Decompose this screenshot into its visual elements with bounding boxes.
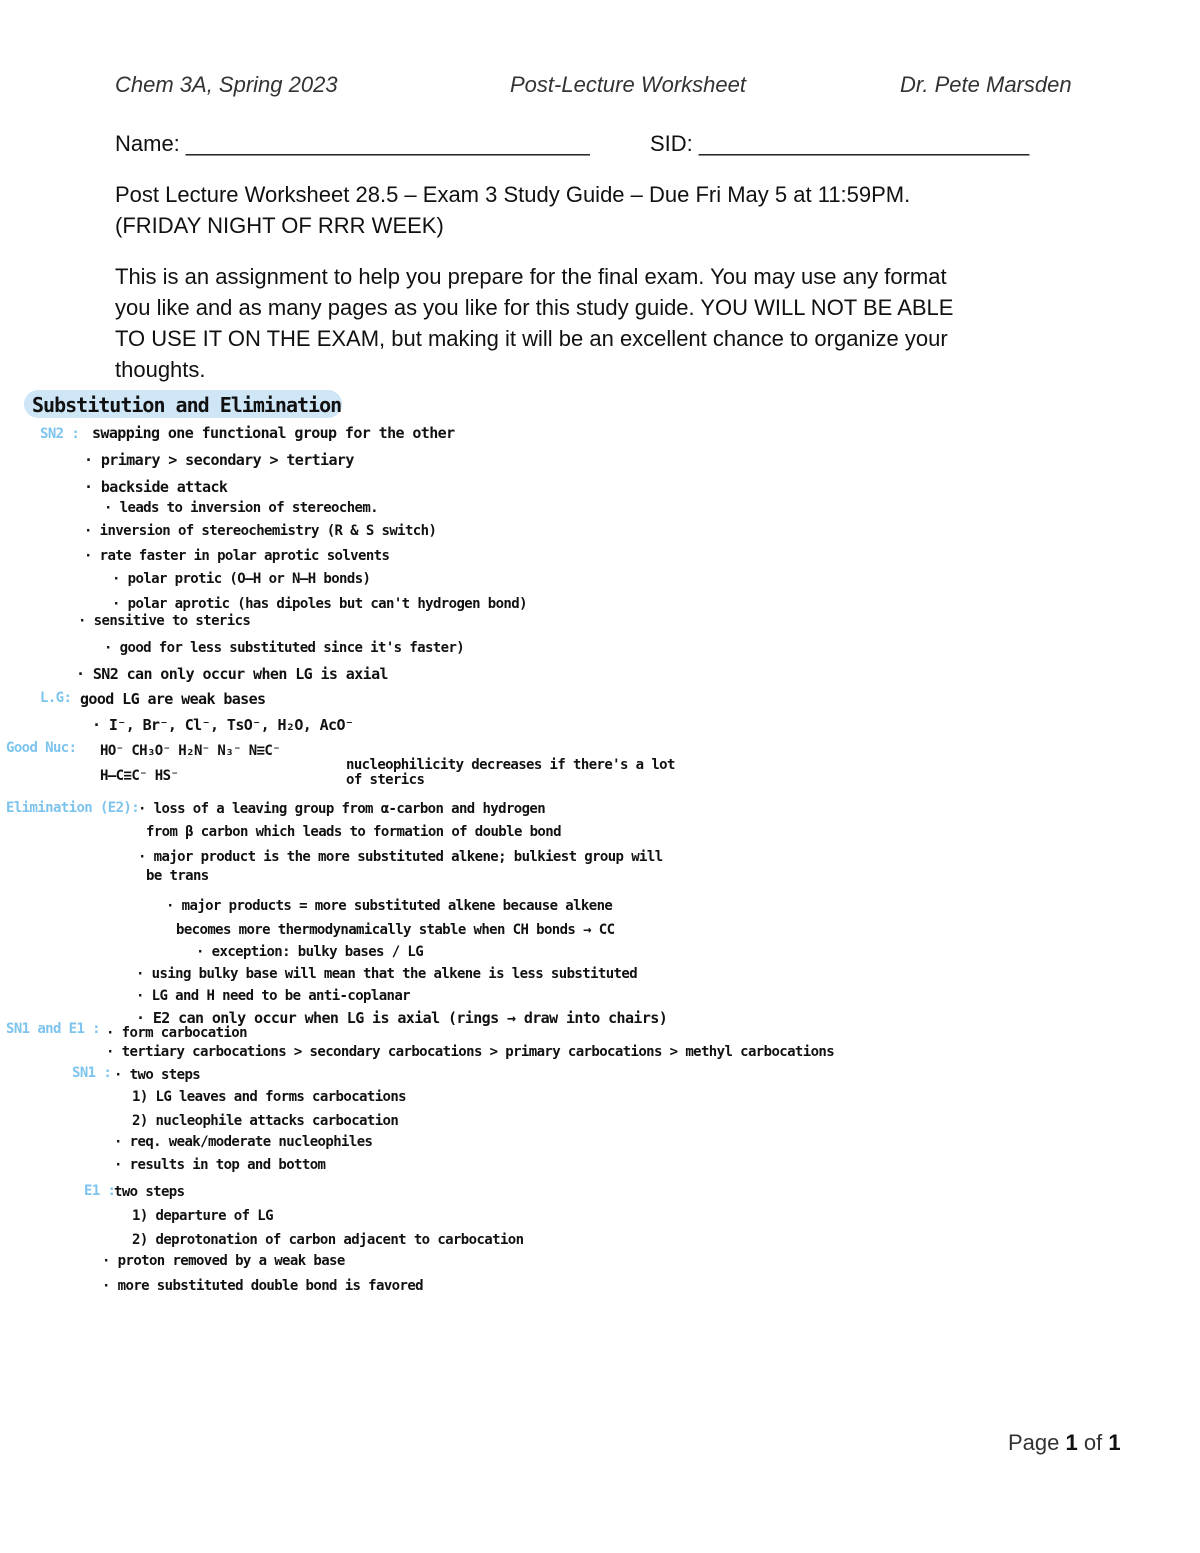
note-line: two steps bbox=[114, 1184, 185, 1200]
note-line: · I⁻, Br⁻, Cl⁻, TsO⁻, H₂O, AcO⁻ bbox=[92, 716, 354, 734]
note-line: be trans bbox=[146, 868, 209, 884]
label-good-nuc: Good Nuc: bbox=[6, 740, 77, 756]
note-line: · using bulky base will mean that the alkene is less substituted bbox=[136, 966, 638, 982]
assignment-desc-line3: TO USE IT ON THE EXAM, but making it will be an excellent chance to organize your bbox=[115, 326, 948, 351]
label-sn1-e1: SN1 and E1 : bbox=[6, 1021, 100, 1037]
note-line: nucleophilicity decreases if there's a lot bbox=[346, 757, 675, 773]
sid-label: SID: bbox=[650, 131, 693, 156]
note-line: · loss of a leaving group from α-carbon and hydrogen bbox=[138, 801, 546, 817]
note-line: · good for less substituted since it's faster) bbox=[104, 640, 465, 656]
sid-field bbox=[650, 128, 1029, 159]
label-e1: E1 : bbox=[84, 1183, 116, 1199]
sid-line: ___________________________ bbox=[698, 131, 1030, 156]
note-line: of sterics bbox=[346, 772, 425, 788]
assignment-desc-line1: This is an assignment to help you prepare for the final exam. You may use any format bbox=[115, 264, 947, 289]
section-title: Substitution and Elimination bbox=[32, 393, 342, 417]
note-line: · tertiary carbocations > secondary carbocations > primary carbocations > methyl carbocations bbox=[106, 1044, 835, 1060]
note-line: · backside attack bbox=[84, 478, 228, 496]
note-line: · polar aprotic (has dipoles but can't hydrogen bond) bbox=[112, 596, 527, 612]
note-line: · two steps bbox=[114, 1067, 201, 1083]
header-title: Post-Lecture Worksheet bbox=[510, 72, 746, 97]
note-line: swapping one functional group for the other bbox=[92, 424, 455, 442]
note-line: · proton removed by a weak base bbox=[102, 1253, 345, 1269]
note-line: · results in top and bottom bbox=[114, 1157, 326, 1173]
label-sn2: SN2 : bbox=[40, 426, 80, 442]
label-elimination: Elimination (E2): bbox=[6, 800, 140, 816]
assignment-desc-line4: thoughts. bbox=[115, 357, 206, 382]
note-line: · primary > secondary > tertiary bbox=[84, 451, 354, 469]
note-line: 1) departure of LG bbox=[132, 1208, 273, 1224]
header-course: Chem 3A, Spring 2023 bbox=[115, 72, 338, 97]
note-line: 1) LG leaves and forms carbocations bbox=[132, 1089, 407, 1105]
page-number bbox=[1008, 1430, 1121, 1456]
note-line: · more substituted double bond is favored bbox=[102, 1278, 423, 1294]
page-total: 1 bbox=[1108, 1430, 1121, 1455]
note-line: 2) deprotonation of carbon adjacent to carbocation bbox=[132, 1232, 524, 1248]
note-line: · LG and H need to be anti-coplanar bbox=[136, 988, 411, 1004]
assignment-desc-line2: you like and as many pages as you like for this study guide. YOU WILL NOT BE ABLE bbox=[115, 295, 954, 320]
note-line: · rate faster in polar aprotic solvents bbox=[84, 548, 390, 564]
note-line: · exception: bulky bases / LG bbox=[196, 944, 424, 960]
note-line: from β carbon which leads to formation of double bond bbox=[146, 824, 561, 840]
assignment-title-line1: Post Lecture Worksheet 28.5 – Exam 3 Study Guide – Due Fri May 5 at 11:59PM. bbox=[115, 182, 911, 207]
note-line: · major product is the more substituted alkene; bulkiest group will bbox=[138, 849, 663, 865]
note-line: · leads to inversion of stereochem. bbox=[104, 500, 379, 516]
note-line: · req. weak/moderate nucleophiles bbox=[114, 1134, 373, 1150]
page-prefix: Page bbox=[1008, 1430, 1060, 1455]
note-line: · inversion of stereochemistry (R & S switch) bbox=[84, 523, 437, 539]
label-lg: L.G: bbox=[40, 690, 72, 706]
note-line: · E2 can only occur when LG is axial (rings → draw into chairs) bbox=[136, 1009, 668, 1027]
note-line: · form carbocation bbox=[106, 1025, 247, 1041]
note-line: · SN2 can only occur when LG is axial bbox=[76, 665, 388, 683]
note-line: HO⁻ CH₃O⁻ H₂N⁻ N₃⁻ N≡C⁻ bbox=[100, 743, 281, 759]
assignment-title-line2: (FRIDAY NIGHT OF RRR WEEK) bbox=[115, 213, 444, 238]
name-field bbox=[115, 128, 590, 159]
note-line: 2) nucleophile attacks carbocation bbox=[132, 1113, 399, 1129]
page-mid: of bbox=[1083, 1430, 1103, 1455]
label-sn1: SN1 : bbox=[72, 1065, 112, 1081]
note-line: · polar protic (O–H or N–H bonds) bbox=[112, 571, 371, 587]
note-line: H–C≡C⁻ HS⁻ bbox=[100, 768, 179, 784]
note-line: · sensitive to sterics bbox=[78, 613, 251, 629]
page-current: 1 bbox=[1065, 1430, 1078, 1455]
note-line: becomes more thermodynamically stable when CH bonds → CC bbox=[176, 922, 615, 938]
name-label: Name: bbox=[115, 131, 180, 156]
note-line: · major products = more substituted alkene because alkene bbox=[166, 898, 613, 914]
note-line: good LG are weak bases bbox=[80, 690, 266, 708]
header-instructor: Dr. Pete Marsden bbox=[900, 72, 1072, 97]
name-line: _________________________________ bbox=[185, 131, 590, 156]
